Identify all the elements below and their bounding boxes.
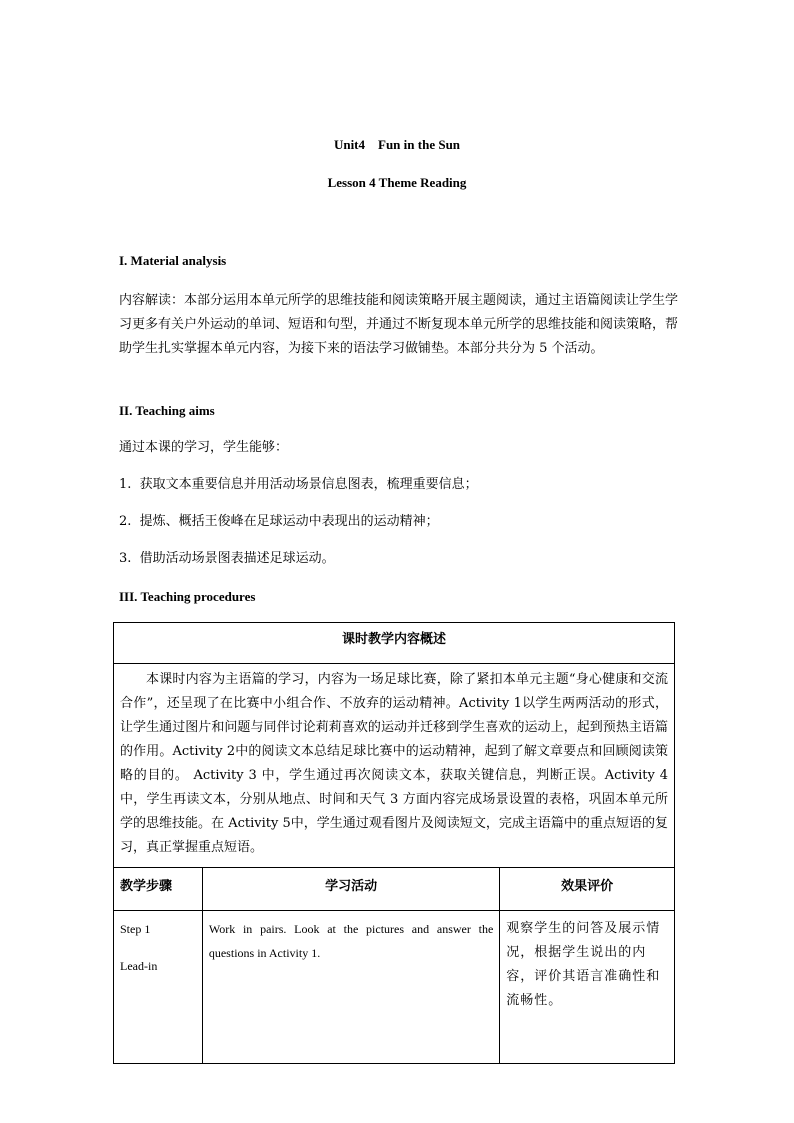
table-header-row — [114, 868, 675, 911]
column-header-evaluation: 效果评价 — [500, 868, 675, 911]
summary-title-row — [114, 623, 675, 664]
step-stage: Lead-in — [120, 959, 158, 973]
teaching-aim-item: 1. 获取文本重要信息并用活动场景信息图表，梳理重要信息； — [119, 477, 478, 492]
material-analysis-heading: I. Material analysis — [119, 253, 227, 268]
column-header-step: 教学步骤 — [114, 868, 203, 911]
step-cell — [114, 911, 203, 1064]
material-analysis-text: 内容解读：本部分运用本单元所学的思维技能和阅读策略开展主题阅读，通过主语篇阅读让学生学习更多有关户外运动的单词、短语和句型，并通过不断复现本单元所学的思维技能和阅读策略，帮助学生扎实掌握本单元内容，为接下来的语法学习做铺垫。本部分共分为 5 个活动。 — [119, 293, 679, 356]
unit-title: Unit4 Fun in the Sun — [333, 137, 461, 152]
summary-title: 课时教学内容概述 — [114, 623, 675, 664]
summary-text: 本课时内容为主语篇的学习，内容为一场足球比赛，除了紧扣本单元主题“身心健康和交流合作”，还呈现了在比赛中小组合作、不放弃的运动精神。Activity 1以学生两两活动的形式，让学生通过图片和问题与同伴讨论莉莉喜欢的运动并迁移到学生喜欢的运动上，起到预热主语篇的作用。Activity 2中的阅读文本总结足球比赛中的运动精神，起到了解文章要点和回顾阅读策略的目的。 Activity 3 中，学生通过再次阅读文本，获取关键信息，判断正误。Activity 4中，学生再读文本，分别从地点、时间和天气 3 方面内容完成场景设置的表格，巩固本单元所学的思维技能。在 Activity 5中，学生通过观看图片及阅读短文，完成主语篇中的重点短语的复习，真正掌握重点短语。 — [114, 664, 675, 868]
evaluation-cell: 观察学生的问答及展示情况，根据学生说出的内容，评价其语言准确性和流畅性。 — [500, 911, 675, 1064]
lesson-title: Lesson 4 Theme Reading — [327, 175, 467, 190]
teaching-aim-item: 2. 提炼、概括王俊峰在足球运动中表现出的运动精神； — [119, 514, 439, 529]
teaching-aims-heading: II. Teaching aims — [119, 403, 215, 418]
table-row — [114, 911, 675, 1064]
procedures-table — [113, 622, 675, 1064]
teaching-procedures-heading: III. Teaching procedures — [119, 589, 256, 604]
teaching-aim-item: 3. 借助活动场景图表描述足球运动。 — [119, 551, 335, 566]
summary-body-row — [114, 664, 675, 868]
column-header-activity: 学习活动 — [202, 868, 499, 911]
step-number: Step 1 — [120, 922, 151, 936]
teaching-aims-intro: 通过本课的学习，学生能够： — [119, 440, 289, 455]
activity-cell: Work in pairs. Look at the pictures and answer the questions in Activity 1. — [202, 911, 499, 1064]
